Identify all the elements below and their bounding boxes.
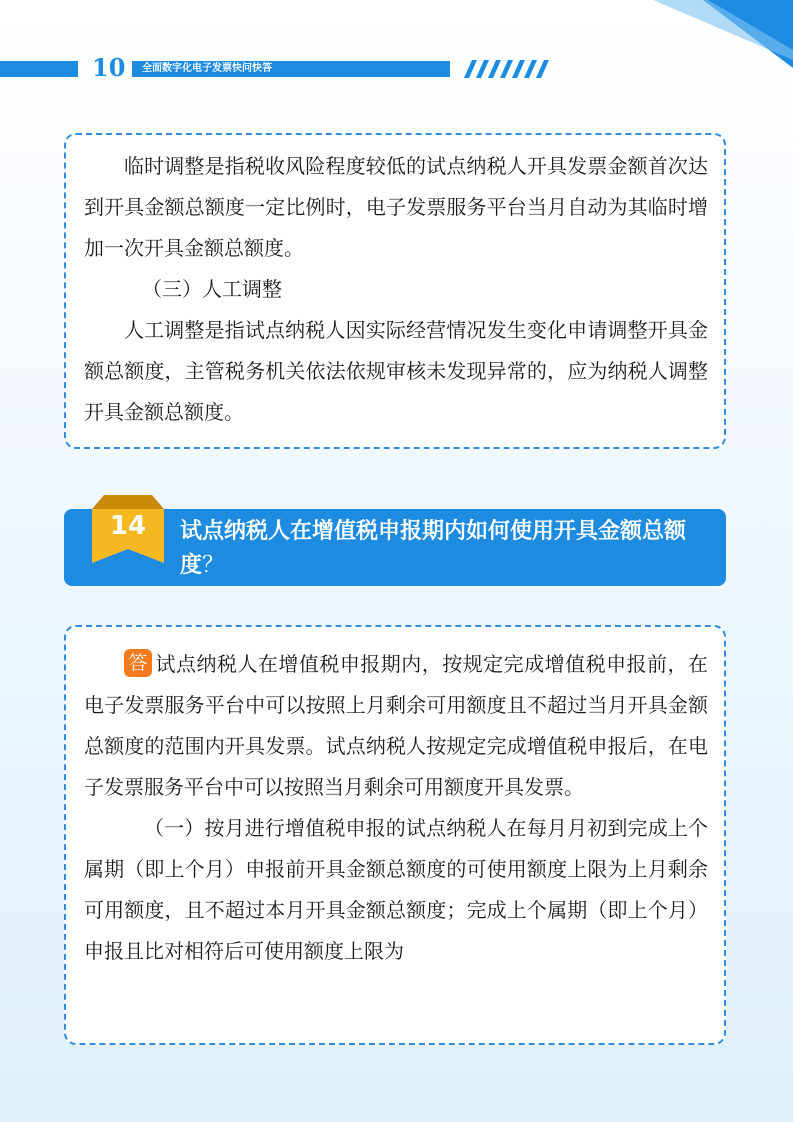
paragraph-temporary-adjustment: 临时调整是指税收风险程度较低的试点纳税人开具发票金额首次达到开具金额总额度一定比例时，电子发票服务平台当月自动为其临时增加一次开具金额总额度。 [84, 154, 708, 260]
question-mark: ？ [202, 553, 225, 578]
answer-paragraph-1 [84, 644, 708, 808]
header-title: 全面数字化电子发票快问快答 [142, 63, 272, 74]
answer-paragraph-2: （一）按月进行增值税申报的试点纳税人在每月月初到完成上个属期（即上个月）申报前开具金额总额度的可使用额度上限为上月剩余可用额度，且不超过本月开具金额总额度；完成上个属期（即上个月）申报且比对相符后可使用额度上限为 [84, 816, 708, 963]
header-accent-bar [0, 61, 78, 77]
header-stripes [456, 60, 556, 78]
answer-paragraph-1-text: 试点纳税人在增值税申报期内，按规定完成增值税申报前，在电子发票服务平台中可以按照上月剩余可用额度且不超过当月开具金额总额度的范围内开具发票。试点纳税人按规定完成增值税申报后，在电子发票服务平台中可以按照当月剩余可用额度开具发票。 [84, 652, 708, 799]
question-number: 14 [109, 511, 147, 541]
page-header [0, 53, 560, 82]
answer-badge: 答 [124, 649, 152, 677]
page-number: 10 [92, 53, 126, 82]
question-title [180, 515, 720, 583]
paragraph-manual-adjustment: 人工调整是指试点纳税人因实际经营情况发生变化申请调整开具金额总额度，主管税务机关依法依规审核未发现异常的，应为纳税人调整开具金额总额度。 [84, 318, 708, 424]
question-title-text: 试点纳税人在增值税申报期内如何使用开具金额总额度 [180, 519, 687, 578]
text-box-adjustment [64, 133, 726, 449]
text-box-answer [64, 625, 726, 1045]
subheading-manual-adjustment: （三）人工调整 [142, 277, 282, 301]
